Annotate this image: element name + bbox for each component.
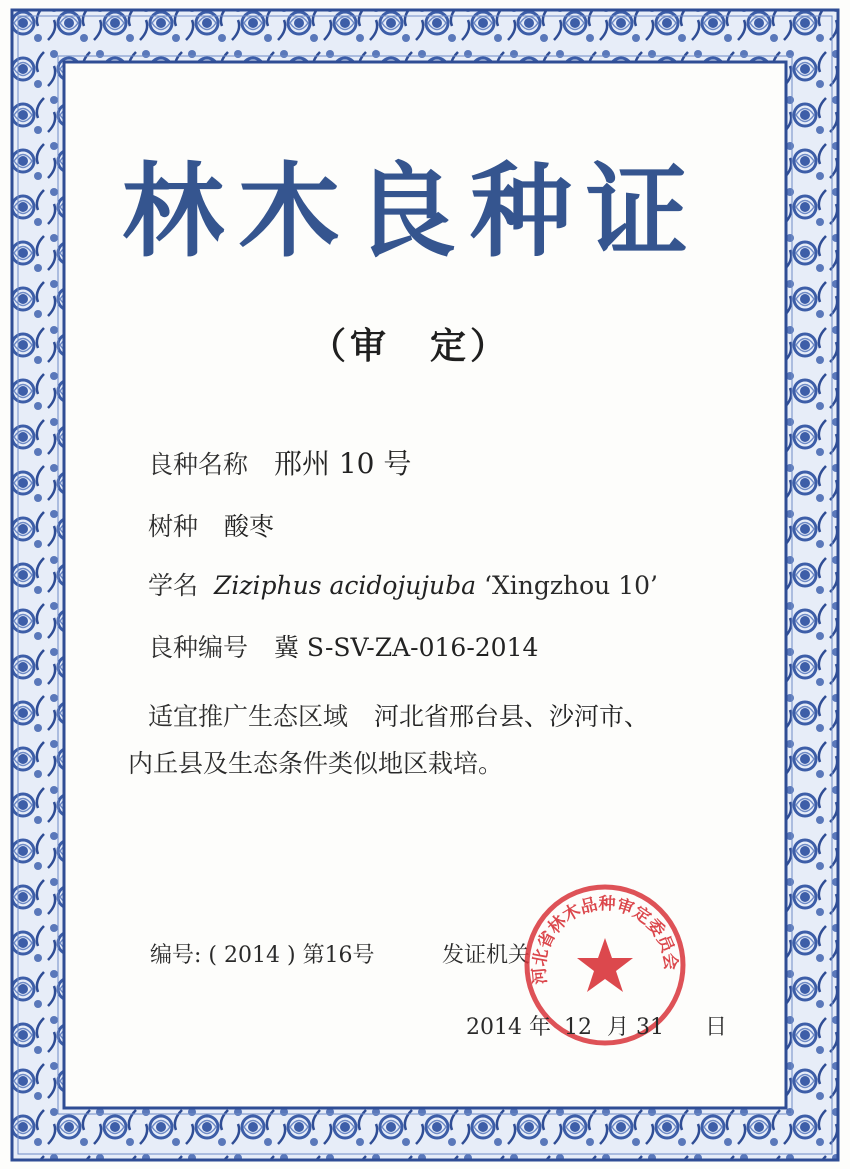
variety-name-value: 邢州 10 号 [273, 447, 412, 480]
scientific-name-row [148, 566, 658, 602]
scientific-name-label: 学名 [148, 571, 199, 600]
date-day: 31 [636, 1015, 665, 1040]
certificate-title: 林木良种证 [122, 153, 702, 272]
suitable-area-row [148, 697, 649, 733]
certificate-number [150, 938, 375, 969]
seal-text: 河北省林木品种审定委员会 [529, 894, 681, 986]
variety-number-label: 良种编号 [148, 633, 249, 662]
issuer-label: 发证机关 [442, 943, 531, 968]
number-year: ( 2014 ) [208, 943, 296, 968]
issue-date [466, 1010, 727, 1041]
date-month-unit: 月 [607, 1015, 630, 1040]
tree-species-row [148, 507, 274, 543]
variety-name-label: 良种名称 [148, 450, 249, 479]
number-seq: 第16号 [302, 943, 375, 968]
suitable-area-line2 [128, 744, 503, 780]
suitable-area-label: 适宜推广生态区域 [148, 702, 349, 731]
suitable-area-value-line2: 内丘县及生态条件类似地区栽培。 [128, 749, 504, 778]
variety-name-row [148, 442, 411, 482]
variety-number-value: 冀 S-SV-ZA-016-2014 [273, 633, 539, 662]
tree-species-value: 酸枣 [223, 512, 274, 541]
scientific-name-cultivar: ‘Xingzhou 10’ [484, 571, 658, 600]
date-month: 12 [564, 1015, 593, 1040]
suitable-area-value-line1: 河北省邢台县、沙河市、 [373, 702, 649, 731]
date-year: 2014 [466, 1015, 522, 1040]
certificate-subtitle: （审 定） [309, 326, 510, 367]
tree-species-label: 树种 [148, 512, 199, 541]
number-label: 编号: [150, 943, 202, 968]
scientific-name-italic: Ziziphus acidojujuba [213, 571, 477, 600]
date-day-unit: 日 [705, 1015, 728, 1040]
date-year-unit: 年 [529, 1015, 552, 1040]
variety-number-row [148, 628, 538, 664]
